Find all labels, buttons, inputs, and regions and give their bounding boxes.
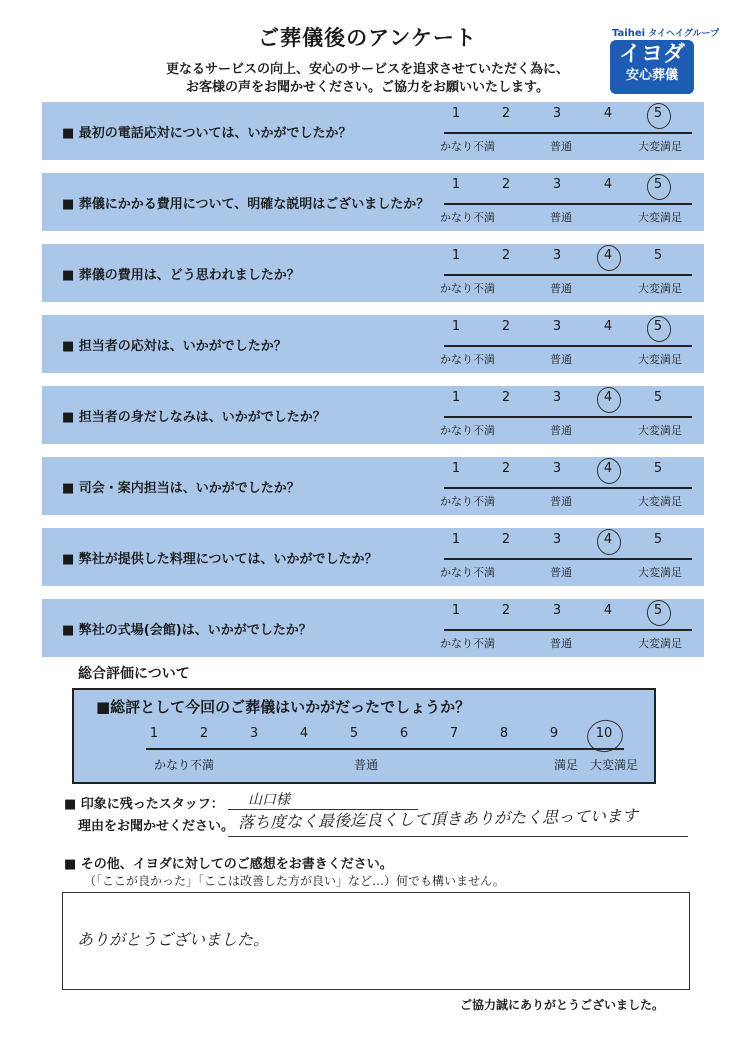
overall-option-8[interactable]: 8 xyxy=(499,726,509,741)
footer-thanks: ご協力誠にありがとうございました。 xyxy=(460,998,665,1012)
question-row xyxy=(42,457,704,515)
scale-line xyxy=(444,629,692,631)
logo-tagline: 安心葬儀 xyxy=(625,68,678,83)
rating-scale xyxy=(436,248,696,298)
overall-box xyxy=(72,688,656,784)
scale-label: 普通 xyxy=(550,353,572,366)
rating-option-1[interactable]: 1 xyxy=(451,106,461,121)
logo-brand xyxy=(612,26,719,39)
staff-label: ■ 印象に残ったスタッフ： xyxy=(64,797,224,812)
overall-scale-label: 大変満足 xyxy=(590,758,639,772)
overall-option-1[interactable]: 1 xyxy=(149,726,159,741)
staff-name-field[interactable]: 山口様 xyxy=(248,792,290,808)
rating-option-2[interactable]: 2 xyxy=(501,390,511,405)
logo xyxy=(610,40,694,94)
scale-label: かなり不満 xyxy=(440,282,495,295)
scale-line xyxy=(444,345,692,347)
rating-option-4[interactable]: 4 xyxy=(603,248,613,263)
reason-label: 理由をお聞かせください。 xyxy=(78,819,235,834)
rating-option-2[interactable]: 2 xyxy=(501,177,511,192)
question-row xyxy=(42,315,704,373)
scale-line xyxy=(444,416,692,418)
rating-option-3[interactable]: 3 xyxy=(552,106,562,121)
rating-option-2[interactable]: 2 xyxy=(501,461,511,476)
scale-label: かなり不満 xyxy=(440,353,495,366)
question-text: ■ 葬儀にかかる費用について、明確な説明はございましたか？ xyxy=(62,197,430,212)
scale-label: かなり不満 xyxy=(440,495,495,508)
rating-option-5[interactable]: 5 xyxy=(653,461,663,476)
rating-option-2[interactable]: 2 xyxy=(501,106,511,121)
overall-option-5[interactable]: 5 xyxy=(349,726,359,741)
question-text: ■ 担当者の身だしなみは、いかがでしたか？ xyxy=(62,410,326,425)
question-text: ■ 最初の電話応対については、いかがでしたか？ xyxy=(62,126,352,141)
rating-option-2[interactable]: 2 xyxy=(501,532,511,547)
scale-label: 普通 xyxy=(550,637,572,650)
logo-name: イヨダ xyxy=(618,42,685,67)
overall-option-6[interactable]: 6 xyxy=(399,726,409,741)
overall-scale xyxy=(134,726,639,776)
scale-label: 普通 xyxy=(550,140,572,153)
logo-brand-name: Taihei xyxy=(612,28,646,39)
rating-option-3[interactable]: 3 xyxy=(552,319,562,334)
rating-option-3[interactable]: 3 xyxy=(552,390,562,405)
question-text: ■ 弊社が提供した料理については、いかがでしたか？ xyxy=(62,552,378,567)
intro-line-2: お客様の声をお聞かせください。ご協力をお願いいたします。 xyxy=(186,80,549,95)
scale-label: 普通 xyxy=(550,495,572,508)
overall-option-7[interactable]: 7 xyxy=(449,726,459,741)
rating-option-5[interactable]: 5 xyxy=(653,603,663,618)
rating-option-3[interactable]: 3 xyxy=(552,248,562,263)
question-text: ■ 弊社の式場(会館)は、いかがでしたか？ xyxy=(62,623,312,638)
scale-line xyxy=(444,132,692,134)
rating-option-1[interactable]: 1 xyxy=(451,248,461,263)
question-row xyxy=(42,244,704,302)
scale-label: かなり不満 xyxy=(440,637,495,650)
overall-question: ■総評として今回のご葬儀はいかがだったでしょうか？ xyxy=(96,698,471,716)
question-text: ■ 葬儀の費用は、どう思われましたか？ xyxy=(62,268,300,283)
overall-scale-label: かなり不満 xyxy=(154,758,215,772)
page-title: ご葬儀後のアンケート xyxy=(258,26,477,50)
rating-option-2[interactable]: 2 xyxy=(501,319,511,334)
rating-option-4[interactable]: 4 xyxy=(603,532,613,547)
reason-underline xyxy=(228,836,688,837)
comment-box[interactable] xyxy=(62,892,690,990)
question-row xyxy=(42,528,704,586)
rating-option-1[interactable]: 1 xyxy=(451,461,461,476)
question-text: ■ 司会・案内担当は、いかがでしたか？ xyxy=(62,481,300,496)
rating-option-1[interactable]: 1 xyxy=(451,319,461,334)
rating-option-1[interactable]: 1 xyxy=(451,390,461,405)
rating-option-5[interactable]: 5 xyxy=(653,532,663,547)
rating-option-4[interactable]: 4 xyxy=(603,177,613,192)
rating-option-5[interactable]: 5 xyxy=(653,319,663,334)
scale-label: かなり不満 xyxy=(440,211,495,224)
rating-option-1[interactable]: 1 xyxy=(451,177,461,192)
question-row xyxy=(42,386,704,444)
rating-option-2[interactable]: 2 xyxy=(501,248,511,263)
overall-scale-label: 満足 xyxy=(554,758,579,772)
other-label: ■ その他、イヨダに対してのご感想をお書きください。 xyxy=(64,857,393,872)
overall-option-9[interactable]: 9 xyxy=(549,726,559,741)
rating-option-3[interactable]: 3 xyxy=(552,532,562,547)
scale-label: 普通 xyxy=(550,211,572,224)
scale-line xyxy=(444,558,692,560)
rating-scale xyxy=(436,603,696,653)
logo-group: タイヘイグループ xyxy=(648,29,720,39)
overall-option-3[interactable]: 3 xyxy=(249,726,259,741)
question-row xyxy=(42,102,704,160)
overall-option-2[interactable]: 2 xyxy=(199,726,209,741)
overall-scale-label: 普通 xyxy=(354,758,379,772)
rating-scale xyxy=(436,532,696,582)
scale-line xyxy=(444,487,692,489)
scale-label: 普通 xyxy=(550,566,572,579)
rating-option-5[interactable]: 5 xyxy=(653,248,663,263)
scale-label: かなり不満 xyxy=(440,140,495,153)
rating-option-4[interactable]: 4 xyxy=(603,603,613,618)
rating-option-2[interactable]: 2 xyxy=(501,603,511,618)
rating-option-5[interactable]: 5 xyxy=(653,177,663,192)
rating-scale xyxy=(436,106,696,156)
rating-option-3[interactable]: 3 xyxy=(552,177,562,192)
rating-scale xyxy=(436,390,696,440)
overall-heading: 総合評価について xyxy=(78,666,190,682)
scale-label: かなり不満 xyxy=(440,424,495,437)
scale-line xyxy=(444,274,692,276)
reason-field[interactable]: 落ち度なく最後迄良くして頂きありがたく思っています xyxy=(237,806,639,832)
scale-label: 大変満足 xyxy=(638,566,682,579)
overall-scale-line xyxy=(146,748,624,750)
rating-option-1[interactable]: 1 xyxy=(451,532,461,547)
rating-option-4[interactable]: 4 xyxy=(603,461,613,476)
scale-label: 大変満足 xyxy=(638,424,682,437)
rating-option-1[interactable]: 1 xyxy=(451,603,461,618)
rating-option-4[interactable]: 4 xyxy=(603,106,613,121)
scale-label: 大変満足 xyxy=(638,495,682,508)
rating-option-4[interactable]: 4 xyxy=(603,390,613,405)
rating-option-3[interactable]: 3 xyxy=(552,461,562,476)
scale-label: 大変満足 xyxy=(638,140,682,153)
scale-label: 普通 xyxy=(550,282,572,295)
scale-label: 大変満足 xyxy=(638,353,682,366)
scale-label: 普通 xyxy=(550,424,572,437)
intro-line-1: 更なるサービスの向上、安心のサービスを追求させていただく為に、 xyxy=(165,62,569,77)
scale-label: 大変満足 xyxy=(638,282,682,295)
question-row xyxy=(42,599,704,657)
overall-option-4[interactable]: 4 xyxy=(299,726,309,741)
rating-scale xyxy=(436,461,696,511)
rating-option-5[interactable]: 5 xyxy=(653,390,663,405)
overall-option-10[interactable]: 10 xyxy=(595,726,613,741)
scale-label: かなり不満 xyxy=(440,566,495,579)
question-text: ■ 担当者の応対は、いかがでしたか？ xyxy=(62,339,287,354)
rating-option-4[interactable]: 4 xyxy=(603,319,613,334)
rating-scale xyxy=(436,177,696,227)
question-row xyxy=(42,173,704,231)
scale-label: 大変満足 xyxy=(638,637,682,650)
rating-option-5[interactable]: 5 xyxy=(653,106,663,121)
scale-label: 大変満足 xyxy=(638,211,682,224)
scale-line xyxy=(444,203,692,205)
rating-scale xyxy=(436,319,696,369)
other-note: （「ここが良かった」「ここは改善した方が良い」など…）何でも構いません。 xyxy=(84,874,505,888)
rating-option-3[interactable]: 3 xyxy=(552,603,562,618)
comment-text: ありがとうございました。 xyxy=(77,930,270,949)
